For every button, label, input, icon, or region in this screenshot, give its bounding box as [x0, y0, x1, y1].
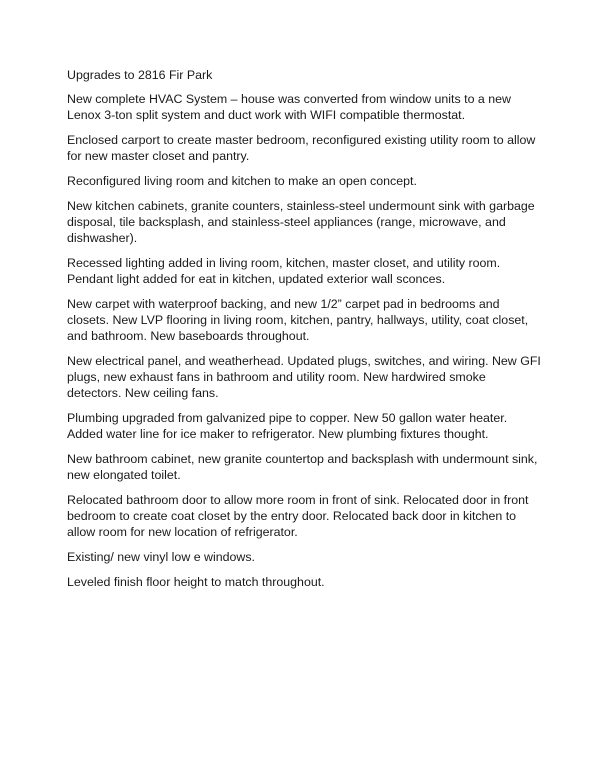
paragraph-flooring: New carpet with waterproof backing, and new 1/2” carpet pad in bedrooms and closets. New LVP flooring in living room, kitchen, pantry, hallways, utility, coat closet, and bathroom. New baseboards throughout.	[67, 297, 529, 343]
paragraph-electrical: New electrical panel, and weatherhead. Updated plugs, switches, and wiring. New GFI plugs, new exhaust fans in bathroom and utility room. New hardwired smoke detectors. New ceiling fans.	[67, 354, 541, 400]
paragraph-floor-height: Leveled finish floor height to match throughout.	[67, 575, 325, 589]
document-title: Upgrades to 2816 Fir Park	[67, 68, 213, 82]
paragraph-plumbing: Plumbing upgraded from galvanized pipe to copper. New 50 gallon water heater. Added water line for ice maker to refrigerator. New plumbing fixtures thought.	[67, 411, 508, 441]
paragraph-doors: Relocated bathroom door to allow more room in front of sink. Relocated door in front bedroom to create coat closet by the entry door. Relocated back door in kitchen to allow room for new location of refrigerator.	[67, 493, 529, 539]
paragraph-hvac: New complete HVAC System – house was converted from window units to a new Lenox 3-ton split system and duct work with WIFI compatible thermostat.	[67, 92, 511, 122]
paragraph-open-concept: Reconfigured living room and kitchen to make an open concept.	[67, 174, 417, 188]
paragraph-lighting: Recessed lighting added in living room, kitchen, master closet, and utility room. Pendant light added for eat in kitchen, updated exterior wall sconces.	[67, 256, 501, 286]
paragraph-bathroom: New bathroom cabinet, new granite countertop and backsplash with undermount sink, new elongated toilet.	[67, 452, 538, 482]
paragraph-carport: Enclosed carport to create master bedroom, reconfigured existing utility room to allow for new master closet and pantry.	[67, 133, 536, 163]
paragraph-windows: Existing/ new vinyl low e windows.	[67, 550, 256, 564]
paragraph-kitchen: New kitchen cabinets, granite counters, stainless-steel undermount sink with garbage disposal, tile backsplash, and stainless-steel appliances (range, microwave, and dishwasher).	[67, 199, 535, 245]
